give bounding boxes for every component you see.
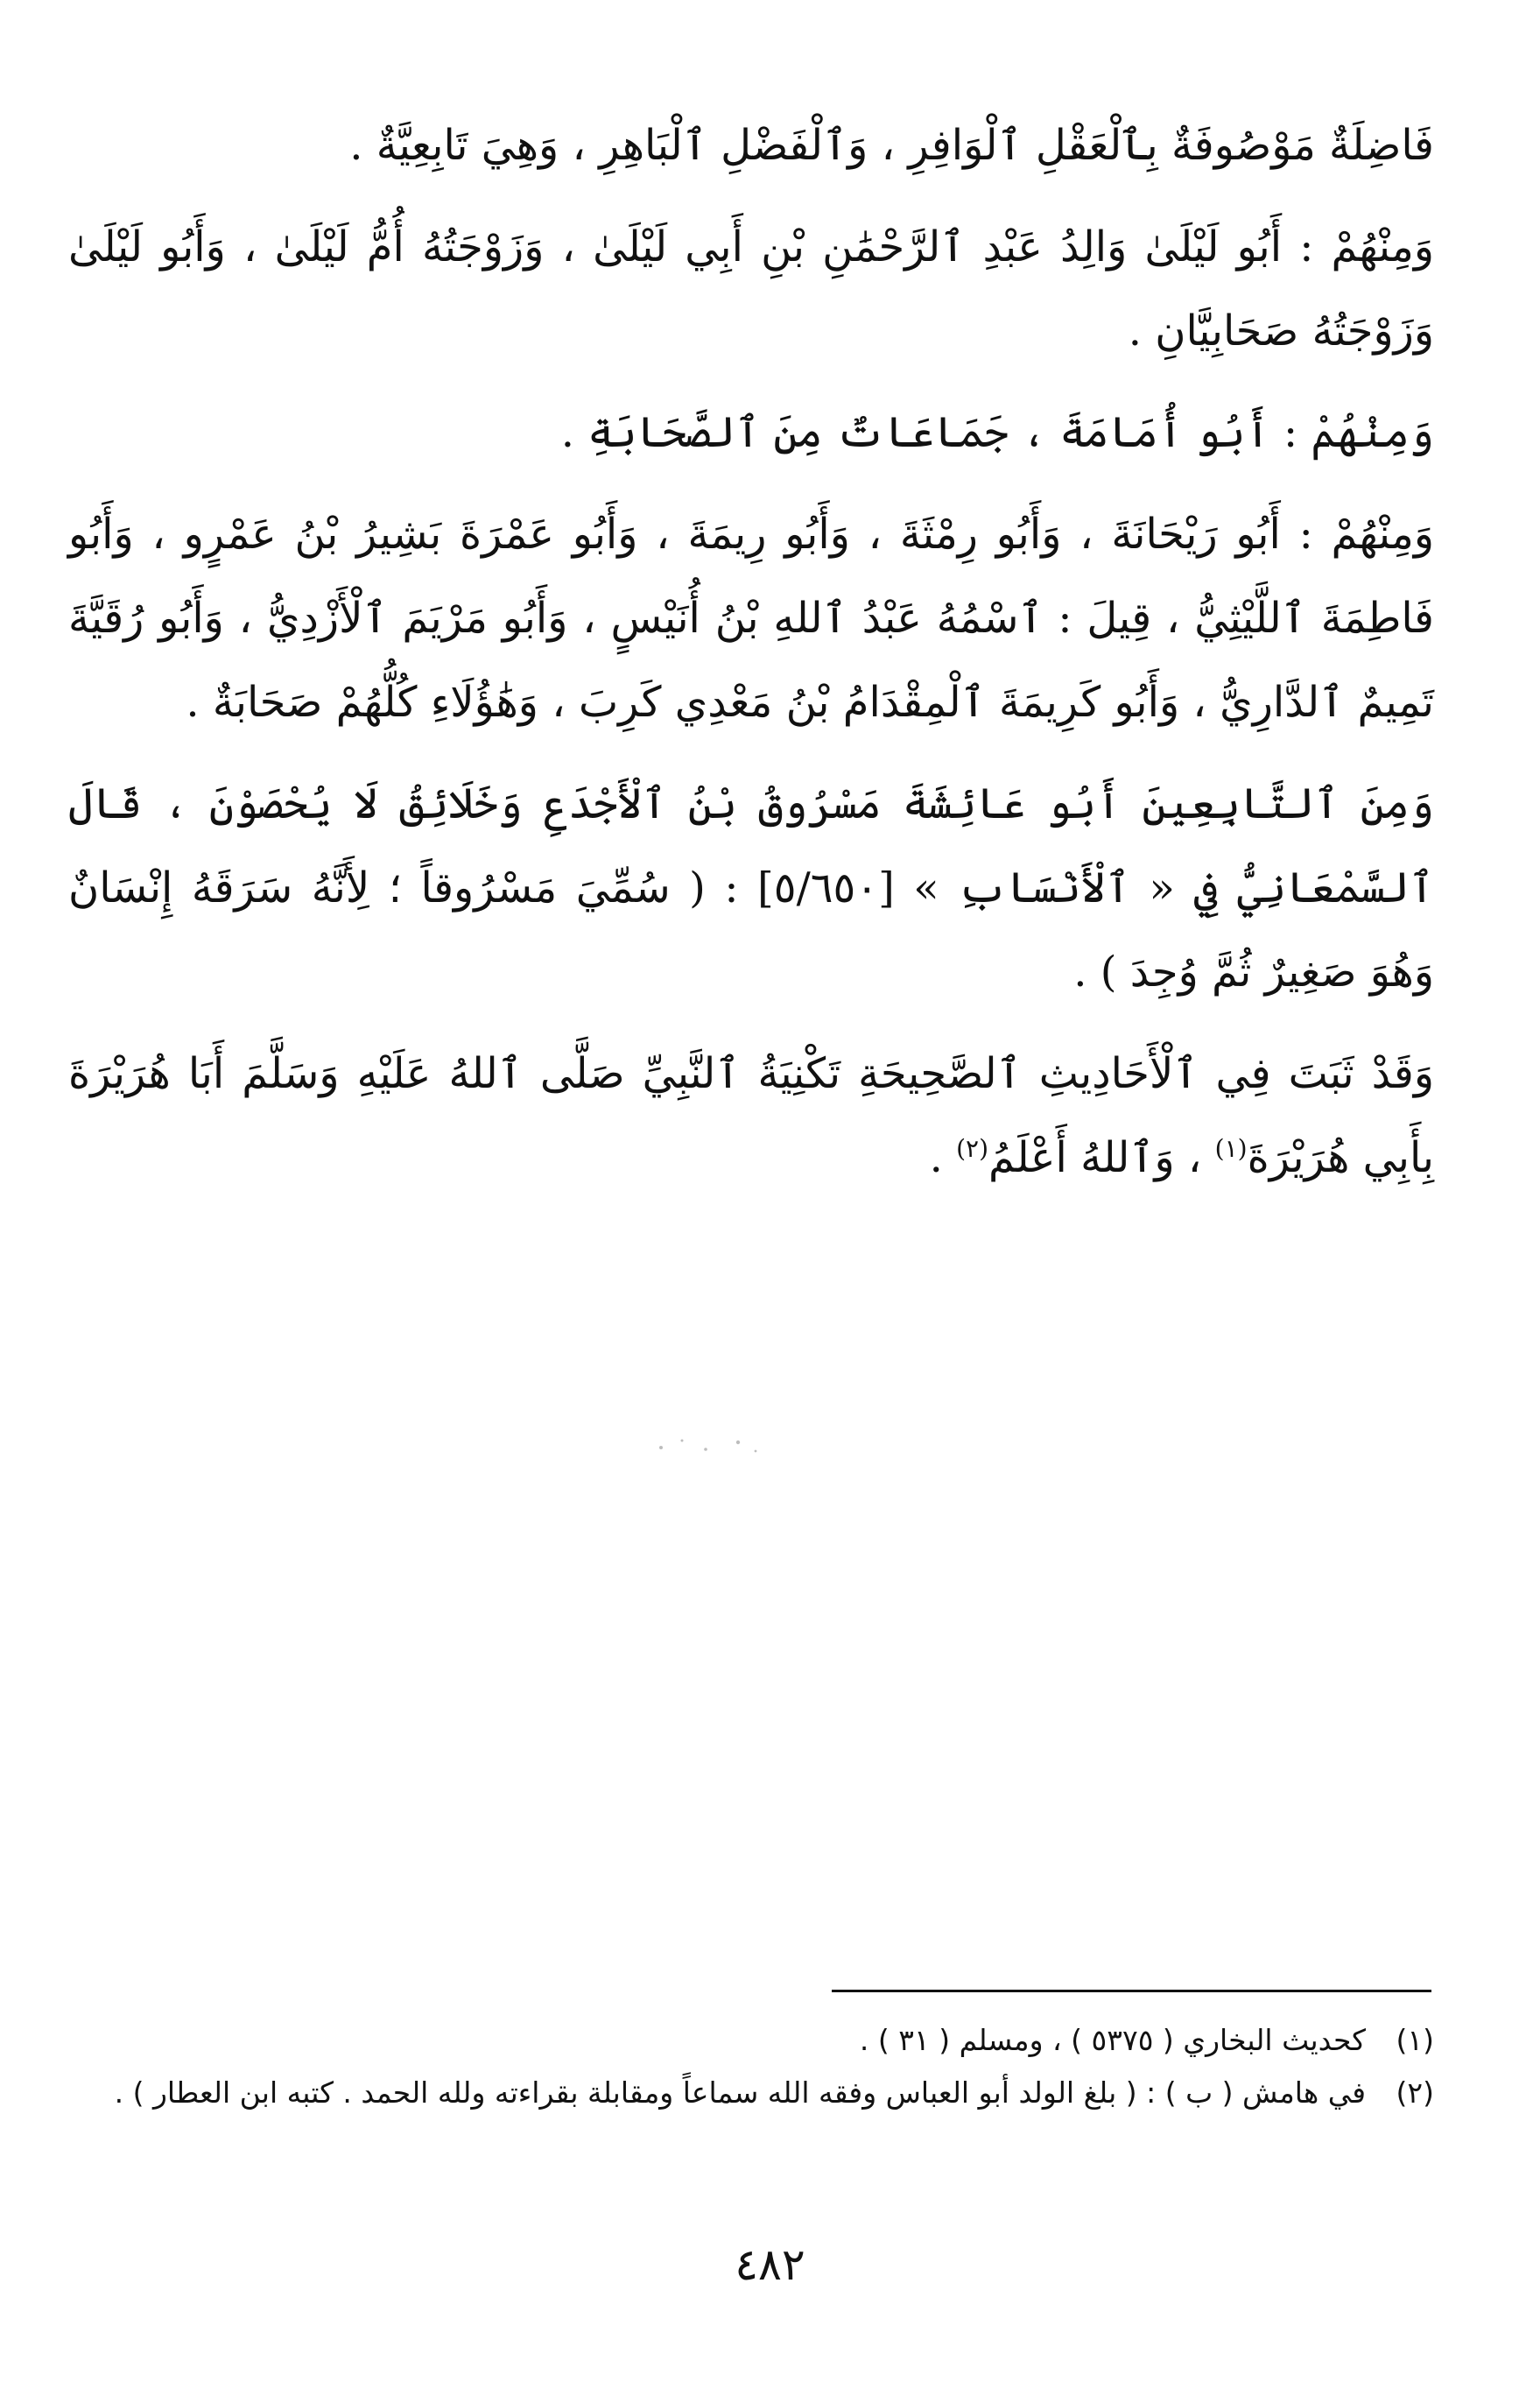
- speck-dot: [755, 1450, 757, 1453]
- footnotes: [53, 2018, 1434, 2123]
- footnote-divider: [832, 1990, 1431, 1992]
- paragraph-3: وَمِنْهُمْ : أَبُو أُمَامَةَ ، جَمَاعَاتٌ مِنَ ٱلصَّحَابَةِ .: [560, 408, 1434, 457]
- paragraph-6-text-b: ، وَٱللهُ أَعْلَمُ: [988, 1133, 1215, 1182]
- paragraph-2: وَمِنْهُمْ : أَبُو لَيْلَىٰ وَالِدُ عَبْدِ ٱلرَّحْمَٰنِ بْنِ أَبِي لَيْلَىٰ ، وَزَوْجَتُهُ أُمُّ لَيْلَىٰ ، وَأَبُو لَيْلَىٰ وَزَوْجَتُهُ صَحَابِيَّانِ .: [68, 222, 1434, 356]
- paragraph-6-text-a: وَقَدْ ثَبَتَ فِي ٱلْأَحَادِيثِ ٱلصَّحِيحَةِ تَكْنِيَةُ ٱلنَّبِيِّ صَلَّى ٱللهُ عَلَيْهِ وَسَلَّمَ أَبَا هُرَيْرَةَ بِأَبِي هُرَيْرَةَ: [68, 1049, 1434, 1182]
- paragraph-1: فَاضِلَةٌ مَوْصُوفَةٌ بِٱلْعَقْلِ ٱلْوَافِرِ ، وَٱلْفَضْلِ ٱلْبَاهِرِ ، وَهِيَ تَابِعِيَّةٌ .: [349, 121, 1434, 170]
- footnote-2: [53, 2070, 1434, 2116]
- paragraph-4: وَمِنْهُمْ : أَبُو رَيْحَانَةَ ، وَأَبُو رِمْثَةَ ، وَأَبُو رِيمَةَ ، وَأَبُو عَمْرَةَ بَشِيرُ بْنُ عَمْرٍو ، وَأَبُو فَاطِمَةَ ٱللَّيْثِيُّ ، قِيلَ : ٱسْمُهُ عَبْدُ ٱللهِ بْنُ أُنَيْسٍ ، وَأَبُو مَرْيَمَ ٱلْأَزْدِيُّ ، وَأَبُو رُقَيَّةَ تَمِيمٌ ٱلدَّارِيُّ ، وَأَبُو كَرِيمَةَ ٱلْمِقْدَامُ بْنُ مَعْدِي كَرِبَ ، وَهَٰؤُلَاءِ كُلُّهُمْ صَحَابَةٌ .: [68, 510, 1434, 727]
- main-text: [68, 103, 1434, 1217]
- footnote-ref-1: (١): [1214, 1134, 1248, 1163]
- paragraph-6: [68, 1032, 1434, 1200]
- speck-dot: [681, 1440, 684, 1442]
- footnote-text: في هامش ( ب ) : ( بلغ الولد أبو العباس وفقه الله سماعاً ومقابلة بقراءته ولله الحمد . كتبه ابن العطار ) .: [114, 2075, 1366, 2110]
- speck-dot: [704, 1448, 707, 1451]
- speck-dot: [659, 1446, 663, 1449]
- speck-dot: [736, 1441, 740, 1444]
- paragraph-5: وَمِنَ ٱلتَّابِعِينَ أَبُو عَائِشَةَ مَسْرُوقُ بْنُ ٱلْأَجْدَعِ وَخَلَائِقُ لَا يُحْصَوْنَ ، قَالَ ٱلسَّمْعَانِيُّ فِي « ٱلْأَنْسَابِ » [٥/٦٥٠] : ( سُمِّيَ مَسْرُوقاً ؛ لِأَنَّهُ سَرَقَهُ إِنْسَانٌ وَهُوَ صَغِيرٌ ثُمَّ وُجِدَ ) .: [68, 779, 1435, 997]
- footnote-ref-2: (٢): [956, 1134, 989, 1163]
- scan-specks: [652, 1432, 766, 1458]
- page-number: ٤٨٢: [735, 2239, 805, 2290]
- paragraph-6-text-c: .: [929, 1133, 957, 1182]
- footnote-number: (٢): [1396, 2075, 1434, 2110]
- footnote-text: كحديث البخاري ( ٥٣٧٥ ) ، ومسلم ( ٣١ ) .: [859, 2023, 1366, 2057]
- footnote-number: (١): [1396, 2023, 1434, 2057]
- footnote-1: [53, 2018, 1434, 2063]
